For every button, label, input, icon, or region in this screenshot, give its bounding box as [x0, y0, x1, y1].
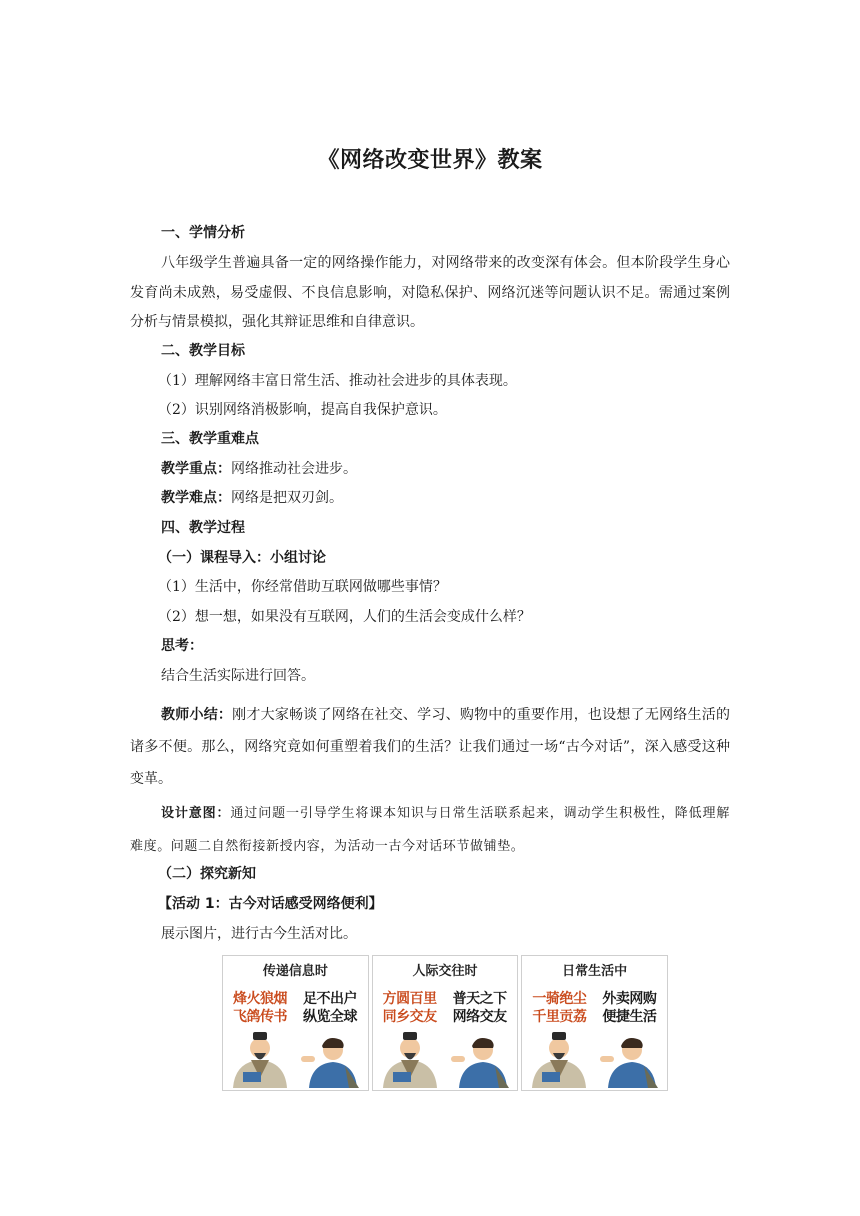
- card-title: 日常生活中: [562, 964, 628, 979]
- comparison-card-social: [372, 955, 519, 1091]
- think-text: 结合生活实际进行回答。: [161, 668, 315, 684]
- analysis-paragraph: 八年级学生普遍具备一定的网络操作能力，对网络带来的改变深有体会。但本阶段学生身心发育尚未成熟，易受虚假、不良信息影响，对隐私保护、网络沉迷等问题认识不足。需通过案例分析与情景模拟，强化其辩证思维和自律意识。: [130, 255, 730, 330]
- goal-item-2: （2）识别网络消极影响，提高自我保护意识。: [158, 402, 447, 418]
- key-point-line: [161, 459, 357, 479]
- past-phrase: 一骑绝尘 千里贡荔: [532, 991, 587, 1025]
- card-title: 传递信息时: [262, 964, 328, 979]
- question-1: （1）生活中，你经常借助互联网做哪些事情？: [158, 579, 447, 595]
- present-phrase: 普天之下 网络交友: [452, 991, 507, 1025]
- think-label: 思考：: [161, 638, 203, 654]
- page-title: 《网络改变世界》教案: [317, 148, 543, 173]
- past-phrase: 方圆百里 同乡交友: [382, 991, 437, 1025]
- card-title: 人际交往时: [412, 964, 478, 979]
- difficult-point-line: [161, 488, 343, 508]
- comparison-card-info: [222, 955, 369, 1091]
- teacher-summary-text: 刚才大家畅谈了网络在社交、学习、购物中的重要作用，也设想了无网络生活的诸多不便。那么，网络究竟如何重塑着我们的生活？让我们通过一场“古今对话”，深入感受这种变革。: [130, 707, 731, 787]
- student-illustration: [447, 1026, 517, 1088]
- part2-heading: （二）探究新知: [158, 866, 256, 882]
- teacher-summary-label: 教师小结：: [161, 707, 233, 723]
- ancient-scholar-illustration: [225, 1026, 295, 1088]
- design-intent: [130, 797, 730, 863]
- section-heading-analysis: 一、学情分析: [161, 225, 245, 241]
- past-phrase: 烽火狼烟 飞鸽传书: [233, 991, 287, 1025]
- present-phrase: 足不出户 纵览全球: [303, 991, 357, 1025]
- student-illustration: [297, 1026, 367, 1088]
- ancient-scholar-illustration: [524, 1026, 594, 1088]
- section-heading-key-points: 三、教学重难点: [161, 431, 259, 447]
- teacher-summary: [130, 699, 730, 795]
- key-point-label: 教学重点：: [161, 461, 231, 477]
- part1-heading: （一）课程导入：小组讨论: [158, 550, 326, 566]
- design-intent-label: 设计意图：: [161, 806, 231, 821]
- design-intent-text: 通过问题一引导学生将课本知识与日常生活联系起来，调动学生积极性，降低理解难度。问题二自然衔接新授内容，为活动一古今对话环节做铺垫。: [130, 806, 730, 854]
- present-phrase: 外卖网购 便捷生活: [602, 991, 657, 1025]
- comparison-figure: [222, 955, 668, 1091]
- ancient-scholar-illustration: [375, 1026, 445, 1088]
- student-illustration: [596, 1026, 666, 1088]
- key-point-text: 网络推动社会进步。: [231, 461, 357, 477]
- activity-text: 展示图片，进行古今生活对比。: [161, 926, 357, 942]
- difficult-point-label: 教学难点：: [161, 490, 231, 506]
- comparison-card-daily: [521, 955, 668, 1091]
- question-2: （2）想一想，如果没有互联网，人们的生活会变成什么样？: [158, 609, 531, 625]
- section-heading-goals: 二、教学目标: [161, 343, 245, 359]
- goal-item-1: （1）理解网络丰富日常生活、推动社会进步的具体表现。: [158, 373, 517, 389]
- activity-heading: 【活动 1：古今对话感受网络便利】: [158, 896, 383, 912]
- section-heading-process: 四、教学过程: [161, 520, 245, 536]
- difficult-point-text: 网络是把双刃剑。: [231, 490, 343, 506]
